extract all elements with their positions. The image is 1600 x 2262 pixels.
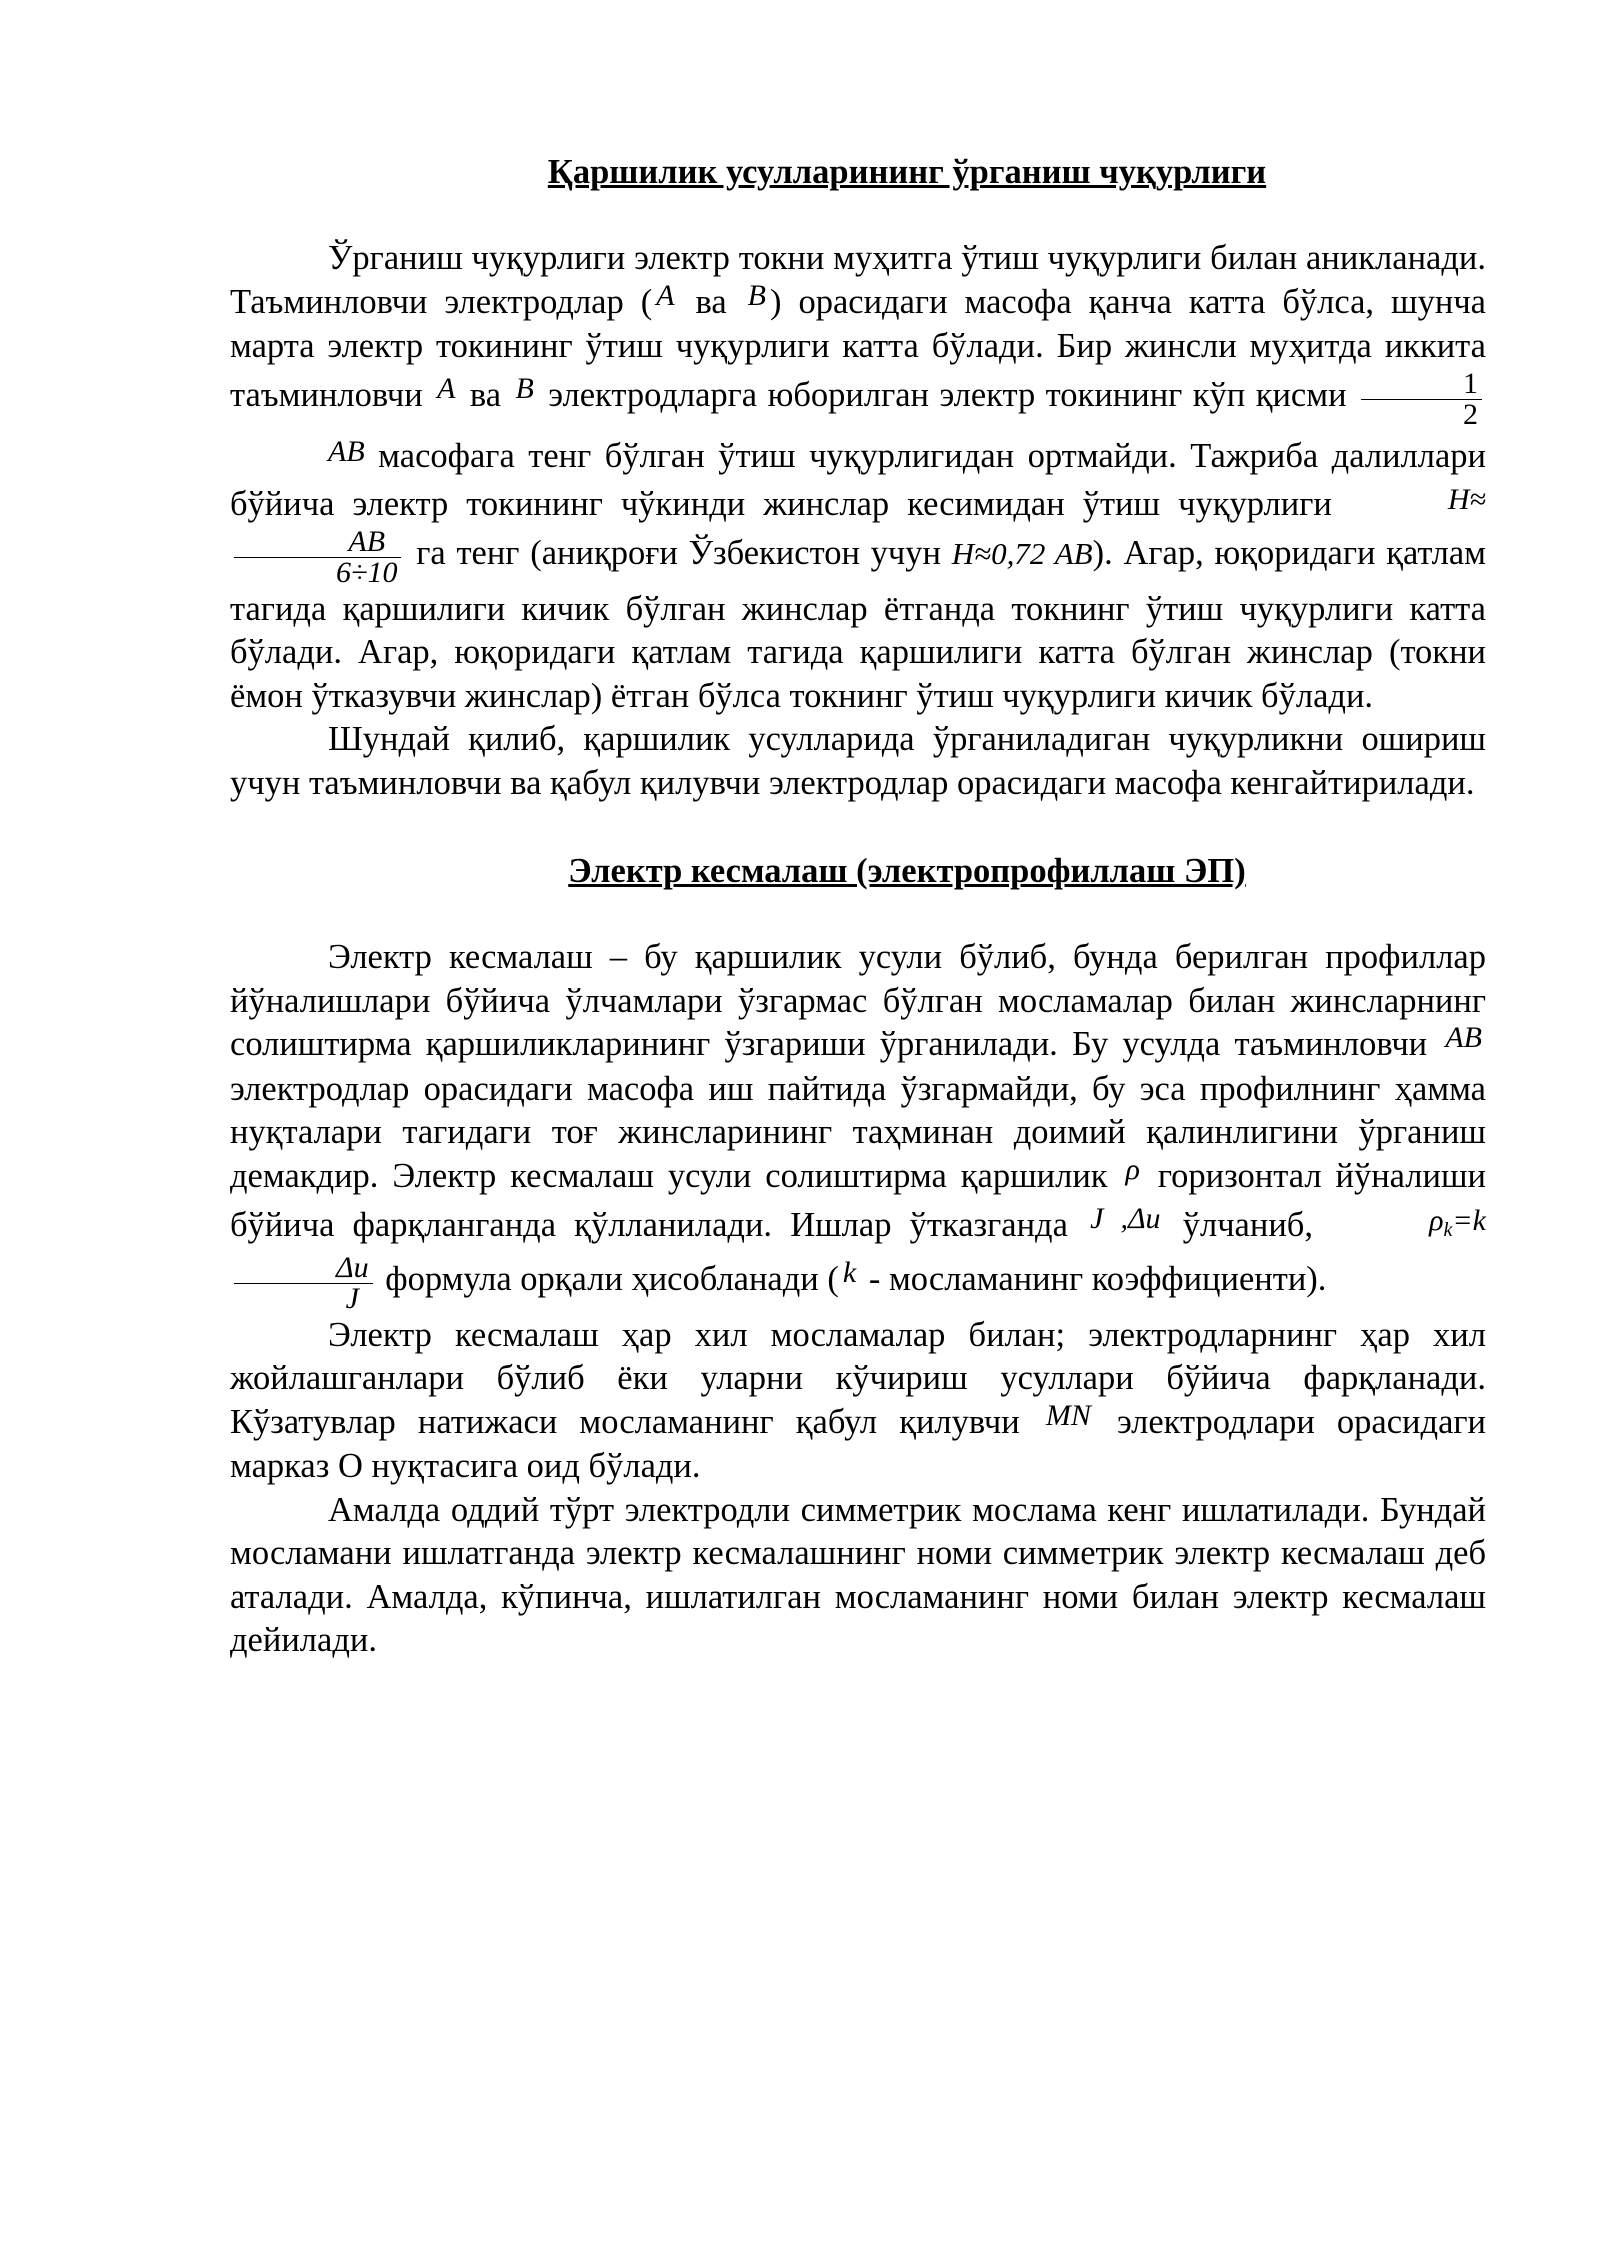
math-var-ab: AB — [328, 434, 365, 468]
fraction-numerator: AB — [348, 524, 386, 558]
fraction-denominator: 2 — [1361, 399, 1482, 430]
spacer — [230, 194, 1486, 237]
text: ўлчаниб, — [1164, 1206, 1332, 1244]
text: горизонтал йўналиши бўйича фарқланганда қўлланилади. Ишлар ўтказганда — [230, 1156, 1486, 1244]
spacer — [230, 893, 1486, 936]
text: ва — [678, 282, 744, 321]
text: электродлар орасидаги масофа иш пайтида ўзгармайди, бу эса профилнинг ҳамма нуқталари тагидаги тоғ жинсларининг таҳминан доимий қалинлигини ўрганиш демакдир. Электр кесмалаш усули солиштирма қаршилик — [230, 1069, 1486, 1195]
text: ва — [459, 375, 512, 414]
math-eq-k: =k — [1452, 1204, 1486, 1237]
math-var-mn: MN — [1045, 1398, 1091, 1432]
text: масофага тенг бўлган ўтиш чуқурлигидан ортмайди. Тажриба далиллари бўйича электр токининг чўкинди жинслар кесимидан ўтиш чуқурлиги — [230, 436, 1486, 523]
text: электродлари орасидаги марказ О нуқтасига оид бўлади. — [230, 1402, 1486, 1485]
math-rho: ρ — [1429, 1204, 1444, 1237]
text: ). Агар, юқоридаги қатлам тагида қаршилиги кичик бўлган жинслар ётганда токнинг ўтиш чуқурлиги катта бўлади. Агар, юқоридаги қатлам тагида қаршилиги катта бўлган жинслар (токни ёмон ўтказувчи жинслар) ётган бўлса токнинг ўтиш чуқурлиги кичик бўлади. — [230, 533, 1486, 715]
math-rho-k-formula — [1331, 1199, 1486, 1253]
text: формула орқали ҳисобланади ( — [376, 1259, 839, 1298]
math-subscript-k: k — [1443, 1219, 1453, 1241]
math-eq-h-lhs: H≈ — [1447, 483, 1486, 516]
math-var-j-du: J ,Δu — [1090, 1202, 1161, 1235]
math-var-ab: AB — [1445, 1021, 1482, 1054]
math-var-b: B — [515, 371, 534, 405]
paragraph-electroprofiling — [230, 936, 1486, 1314]
math-eq-h-uzbekistan: H≈0,72 AB — [951, 535, 1093, 571]
fraction-denominator: J — [234, 1283, 373, 1314]
math-fraction-ab-over — [234, 524, 401, 589]
text: га тенг (аниқроғи Ўзбекистон учун — [405, 533, 952, 572]
text: электродларга юборилган электр токининг кўп қисми — [537, 375, 1357, 414]
text: Электр кесмалаш – бу қаршилик усули бўлиб, бунда берилган профиллар йўналишлари бўйича ўлчамлари ўзгармас бўлган мосламалар билан жинсларнинг солиштирма қаршиликларининг ўзгариши ўрганилади. Бу усулда таъминловчи — [230, 938, 1486, 1063]
math-fraction-half — [1361, 366, 1482, 431]
math-fraction-du-over-j — [234, 1250, 373, 1315]
fraction-numerator: Δu — [336, 1250, 369, 1284]
text: ) орасидаги масофа қанча катта бўлса, шунча марта электр токининг ўтиш чуқурлиги катта бўлади. Бир жинсли муҳитда иккита таъминловчи — [230, 282, 1486, 414]
paragraph-increase-depth: Шундай қилиб, қаршилик усулларида ўрганиладиган чуқурликни ошириш учун таъминловчи ва қабул қилувчи электродлар орасидаги масофа кенгайтирилади. — [230, 720, 1486, 802]
text: - мосламанинг коэффициенти). — [860, 1259, 1327, 1298]
text: Электр кесмалаш ҳар хил мосламалар билан; электродларнинг ҳар хил жойлашганлари бўлиб ёки уларни кўчириш усуллари бўйича фарқланади. Кўзатувлар натижаси мосламанинг қабул қилувчи — [230, 1315, 1486, 1441]
math-var-a: A — [437, 371, 456, 405]
math-var-a: A — [656, 278, 675, 312]
fraction-denominator: 6÷10 — [234, 557, 401, 588]
math-var-b: B — [747, 278, 766, 312]
paragraph-symmetric-device: Амалда оддий тўрт электродли симметрик мослама кенг ишлатилади. Бундай мосламани ишлатганда электр кесмалашнинг номи симметрик электр кесмалаш деб аталади. Амалда, кўпинча, ишлатилган мосламанинг номи билан электр кесмалаш дейилади. — [230, 1490, 1486, 1659]
math-var-rho: ρ — [1125, 1152, 1140, 1186]
section-heading-resistance-depth: Қаршилик усулларининг ўрганиш чуқурлиги — [547, 153, 1267, 191]
math-var-k: k — [842, 1255, 857, 1289]
paragraph-device-types — [230, 1314, 1486, 1489]
paragraph-depth-of-study — [230, 237, 1486, 718]
section-heading-electroprofiling: Электр кесмалаш (электропрофиллаш ЭП) — [568, 852, 1246, 890]
fraction-numerator: 1 — [1463, 366, 1478, 400]
text: Ўрганиш чуқурлиги электр токни муҳитга ўтиш чуқурлиги билан аникланади. Таъминловчи электродлар ( — [230, 239, 1486, 321]
document-body — [230, 150, 1486, 1663]
